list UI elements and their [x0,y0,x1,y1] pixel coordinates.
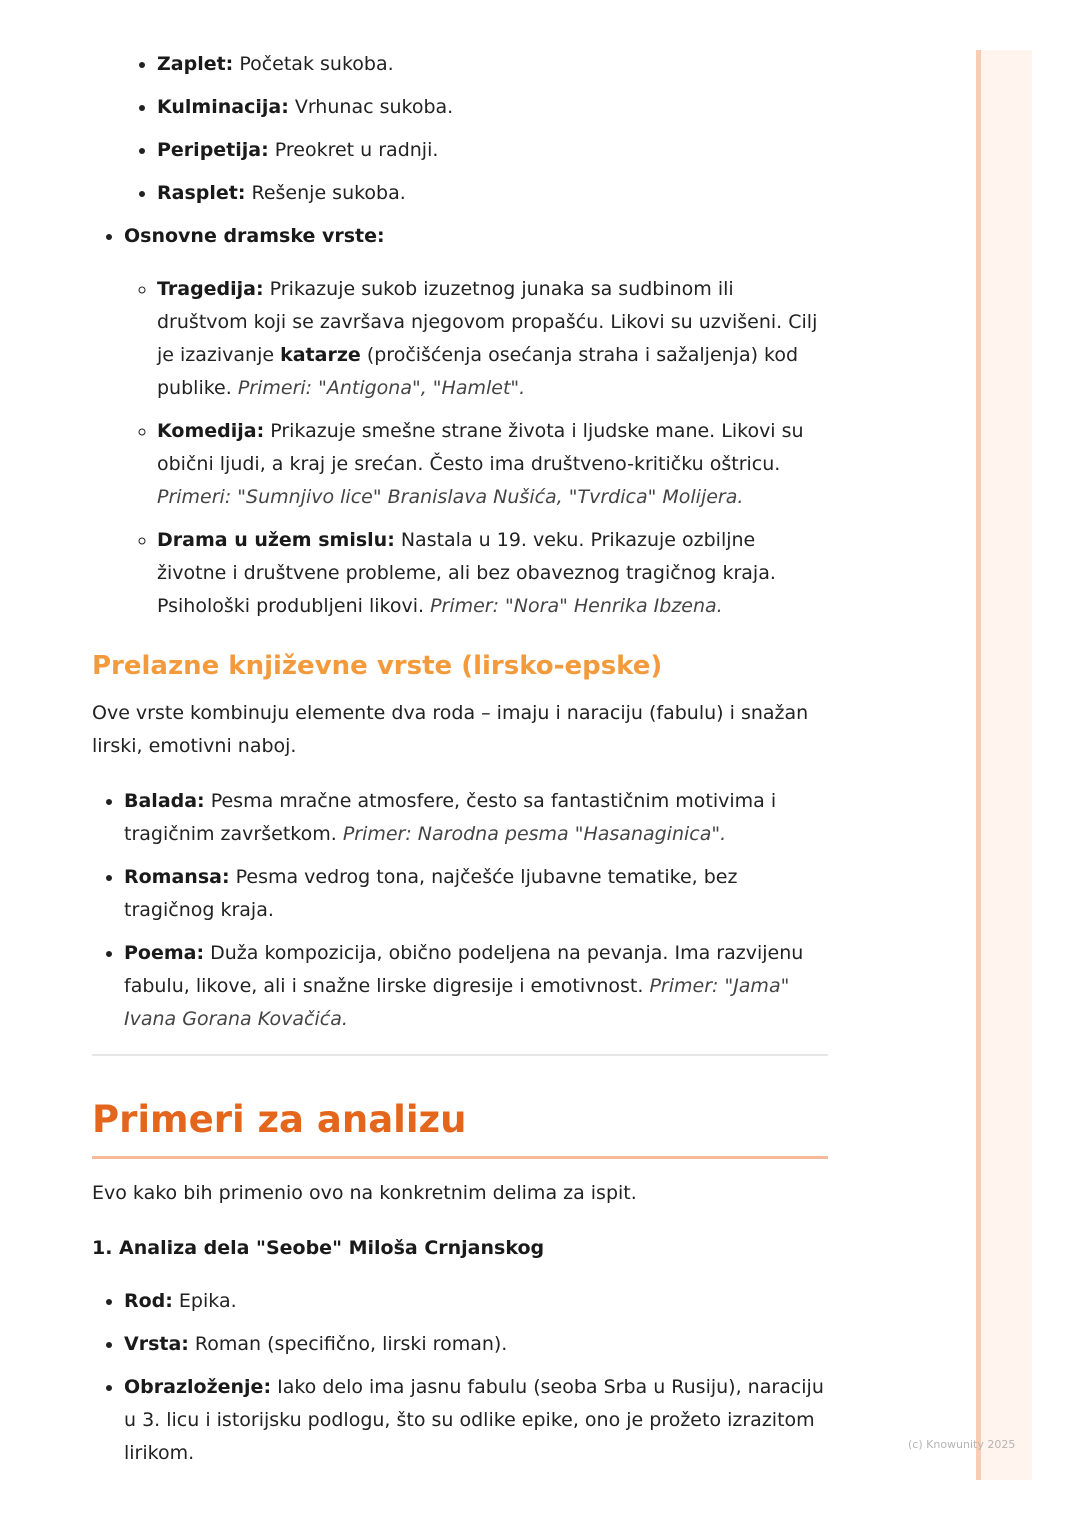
list-item-komedija: ◦ Komedija: Prikazuje smešne strane života i ljudske mane. Likovi su obični ljudi, a kraj je srećan. Često ima društveno-kritičku oštricu. Primeri: "Sumnjivo lice" Branislava Nušića, "Tvrdica" Molijera. [157,415,828,514]
drama-types-list [92,220,828,623]
list-item: • Balada: Pesma mračne atmosfere, često sa fantastičnim motivima i tragičnim završetkom. Primer: Narodna pesma "Hasanaginica". [124,785,828,851]
section-intro: Ove vrste kombinuju elemente dva roda – imaju i naraciju (fabulu) i snažan lirski, emotivni naboj. [92,702,809,757]
document-content [92,48,828,1480]
list-item-tragedija: ◦ Tragedija: Prikazuje sukob izuzetnog junaka sa sudbinom ili društvom koji se završava njegovom propašću. Likovi su uzvišeni. Cilj je izazivanje katarze (pročišćenja osećanja straha i sažaljenja) kod publike. Primeri: "Antigona", "Hamlet". [157,273,828,405]
list-item: • Kulminacija: Vrhunac sukoba. [157,91,828,124]
list-item: • Peripetija: Preokret u radnji. [157,134,828,167]
list-item: • Poema: Duža kompozicija, obično podeljena na pevanja. Ima razvijenu fabulu, likove, ali i snažne lirske digresije i emotivnost. Primer: "Jama" Ivana Gorana Kovačića. [124,937,828,1036]
drama-subtypes-list [124,273,828,623]
analysis-list [92,1285,828,1470]
list-item-drama: ◦ Drama u užem smislu: Nastala u 19. veku. Prikazuje ozbiljne životne i društvene probleme, ali bez obaveznog tragičnog kraja. Psihološki produbljeni likovi. Primer: "Nora" Henrika Ibzena. [157,524,828,623]
plot-structure-list [92,48,828,210]
divider [92,1054,828,1056]
section-intro: Evo kako bih primenio ovo na konkretnim delima za ispit. [92,1182,637,1204]
page-title-examples: Primeri za analizu [92,1096,828,1159]
sub-heading-seobe: 1. Analiza dela "Seobe" Miloša Crnjanskog [92,1237,545,1259]
lyric-epic-list [92,785,828,1036]
list-item: • Zaplet: Početak sukoba. [157,48,828,81]
list-item: • Rod: Epika. [124,1285,828,1318]
list-item: • Romansa: Pesma vedrog tona, najčešće ljubavne tematike, bez tragičnog kraja. [124,861,828,927]
list-item-drama-types: • Osnovne dramske vrste: ◦ Tragedija: Prikazuje sukob izuzetnog junaka sa sudbinom ili društvom koji se završava njegovom propašću. Likovi su uzvišeni. Cilj je izazivanje katarze (pročišćenja osećanja straha i sažaljenja) kod publike. Primeri: "Antigona", "Hamlet". ◦ Komedija: Prikazuje smešne strane života i ljudske mane. Likovi su obični ljudi, a kraj je srećan. Često ima društveno-kritičku oštricu. Primeri: "Sumnjivo lice" Branislava Nušića, "Tvrdica" Molijera. ◦ Drama u užem smislu: Nastala u 19. veku. Prikazuje ozbiljne životne i društvene probleme, ali bez obaveznog tragičnog kraja. Psihološki produbljeni likovi. Primer: "Nora" Henrika Ibzena. [124,220,828,623]
list-item: • Obrazloženje: Iako delo ima jasnu fabulu (seoba Srba u Rusiju), naraciju u 3. licu i istorijsku podlogu, što su odlike epike, ono je prožeto izrazitom lirikom. [124,1371,828,1470]
copyright-footer: (c) Knowunity 2025 [908,1438,1016,1451]
side-decoration-band [976,50,1032,1480]
list-item: • Rasplet: Rešenje sukoba. [157,177,828,210]
list-item: • Vrsta: Roman (specifično, lirski roman). [124,1328,828,1361]
section-heading-lyric-epic: Prelazne književne vrste (lirsko-epske) [92,651,663,681]
